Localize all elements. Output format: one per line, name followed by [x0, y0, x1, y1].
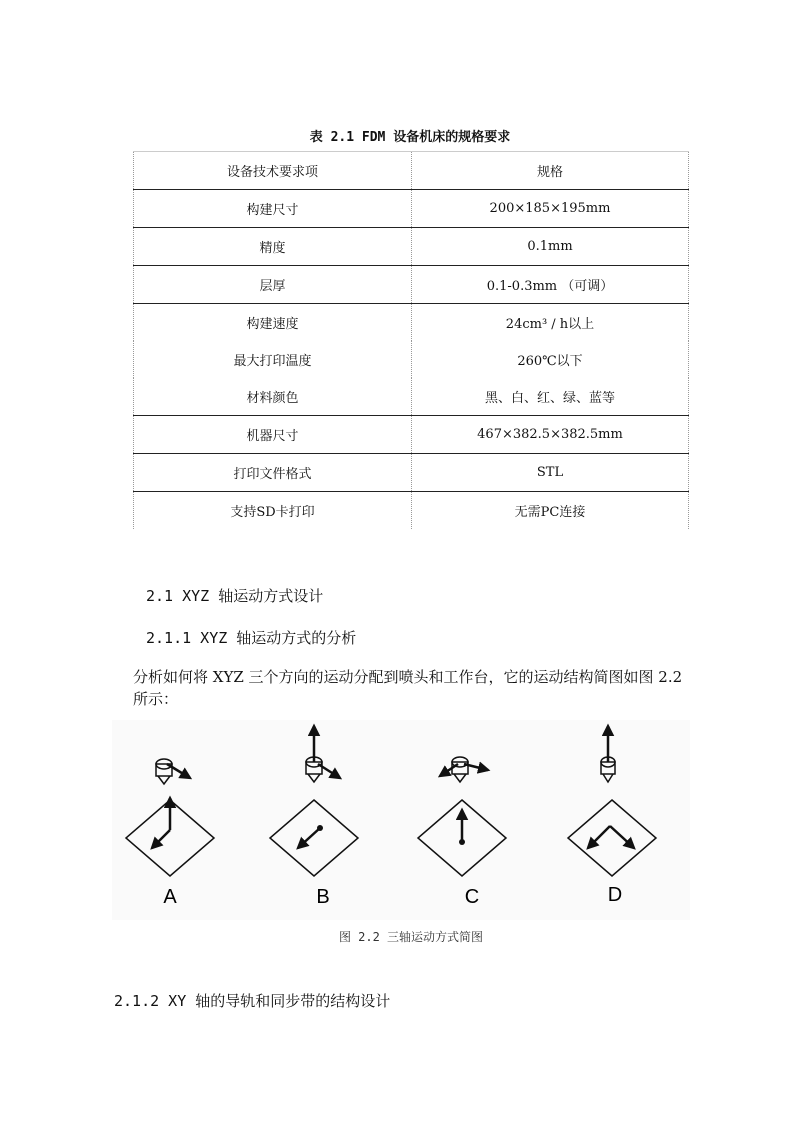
- table-row: [134, 190, 689, 228]
- table-row: [134, 228, 689, 266]
- table-cell: 0.1-0.3mm （可调）: [412, 266, 689, 304]
- panel-label-a: A: [163, 886, 177, 908]
- table-cell: 260℃以下: [412, 341, 689, 378]
- table-cell: 构建速度: [134, 304, 412, 342]
- panel-label-b: B: [316, 886, 330, 908]
- figure-caption: 图 2.2 三轴运动方式简图: [338, 930, 484, 944]
- table-cell: 467×382.5×382.5mm: [412, 416, 689, 454]
- table-cell: 0.1mm: [412, 228, 689, 266]
- table-cell: 构建尺寸: [134, 190, 412, 228]
- table-header-row: [134, 152, 689, 190]
- section-heading-2-1: 2.1 XYZ 轴运动方式设计: [146, 587, 324, 605]
- table-row: [134, 492, 689, 530]
- section-heading-2-1-2: 2.1.2 XY 轴的导轨和同步带的结构设计: [114, 992, 391, 1010]
- spec-table: [133, 151, 689, 529]
- table-cell: 黑、白、红、绿、蓝等: [412, 378, 689, 416]
- table-cell: 层厚: [134, 266, 412, 304]
- table-cell: 机器尺寸: [134, 416, 412, 454]
- table-cell: 精度: [134, 228, 412, 266]
- table-row: [134, 454, 689, 492]
- table-row: [134, 266, 689, 304]
- section-heading-2-1-1: 2.1.1 XYZ 轴运动方式的分析: [146, 629, 357, 647]
- table-caption: 表 2.1 FDM 设备机床的规格要求: [309, 130, 511, 145]
- motion-diagram-figure: [112, 720, 690, 920]
- table-row: [134, 378, 689, 416]
- figure-background: [112, 720, 690, 920]
- table-cell: 200×185×195mm: [412, 190, 689, 228]
- table-row: [134, 341, 689, 378]
- table-cell: 材料颜色: [134, 378, 412, 416]
- table-cell: 支持SD卡打印: [134, 492, 412, 530]
- table-cell: 无需PC连接: [412, 492, 689, 530]
- header-cell-item: 设备技术要求项: [134, 152, 412, 190]
- panel-label-c: C: [464, 886, 480, 908]
- table-cell: 最大打印温度: [134, 341, 412, 378]
- header-cell-spec: 规格: [412, 152, 689, 190]
- table-row: [134, 416, 689, 454]
- table-cell: 24cm³ / h以上: [412, 304, 689, 342]
- body-paragraph: 分析如何将 XYZ 三个方向的运动分配到喷头和工作台，它的运动结构简图如图 2.2 所示：: [133, 668, 683, 708]
- table-cell: 打印文件格式: [134, 454, 412, 492]
- panel-label-d: D: [607, 884, 623, 906]
- table-row: [134, 304, 689, 342]
- table-cell: STL: [412, 454, 689, 492]
